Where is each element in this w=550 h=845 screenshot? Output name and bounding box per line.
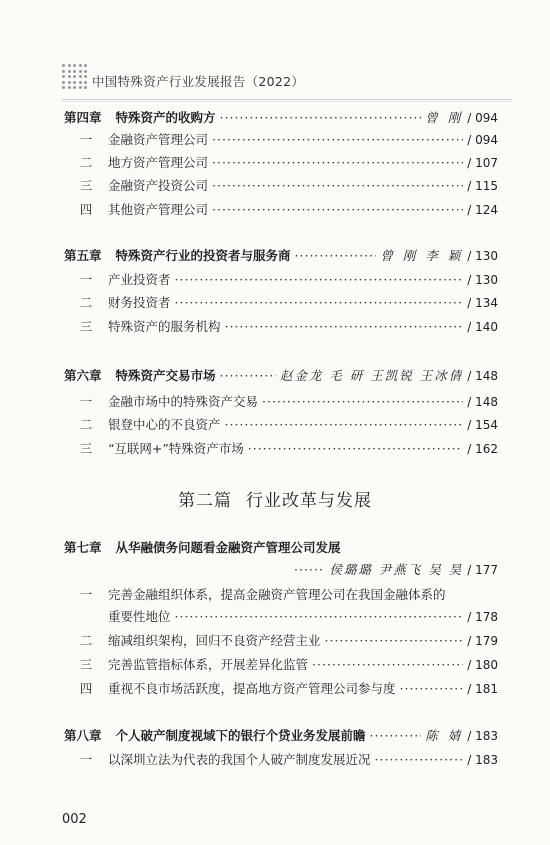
toc-section-continued[interactable] bbox=[64, 607, 498, 627]
toc-chapter-4[interactable] bbox=[64, 108, 498, 128]
header-rule bbox=[62, 99, 512, 100]
section-title: 银登中心的不良资产 bbox=[108, 417, 221, 432]
section-number: 二 bbox=[79, 155, 93, 170]
toc-chapter-7[interactable] bbox=[64, 538, 498, 558]
chapter-author: 侯璐璐 尹燕飞 吴 昊 bbox=[329, 562, 464, 577]
section-number: 三 bbox=[79, 178, 93, 193]
toc-section[interactable] bbox=[64, 415, 498, 435]
dot-leader bbox=[175, 295, 464, 310]
chapter-page: / 130 bbox=[467, 249, 498, 263]
toc-section[interactable] bbox=[64, 317, 498, 337]
section-number: 二 bbox=[79, 295, 93, 310]
toc-section[interactable] bbox=[64, 392, 498, 412]
section-page: / 124 bbox=[467, 203, 498, 217]
section-title: 重视不良市场活跃度，提高地方资产管理公司参与度 bbox=[108, 681, 396, 696]
header-rule-secondary bbox=[62, 101, 512, 102]
chapter-author: 陈 婧 bbox=[425, 728, 464, 743]
section-title: 财务投资者 bbox=[108, 295, 171, 310]
chapter-title: 从华融债务问题看金融资产管理公司发展 bbox=[115, 540, 341, 555]
toc-section[interactable] bbox=[64, 679, 498, 699]
dot-leader bbox=[225, 417, 464, 432]
dot-leader bbox=[295, 248, 377, 263]
dot-leader bbox=[220, 368, 276, 383]
section-title: 金融市场中的特殊资产交易 bbox=[108, 394, 259, 409]
dot-grid-icon bbox=[62, 64, 88, 90]
toc-chapter-7-author-line[interactable] bbox=[64, 560, 498, 580]
page-number: 002 bbox=[62, 812, 87, 827]
section-page: / 154 bbox=[467, 418, 498, 432]
section-page: / 148 bbox=[467, 395, 498, 409]
toc-chapter-8[interactable] bbox=[64, 726, 498, 746]
chapter-page: / 094 bbox=[467, 111, 498, 125]
toc-section[interactable] bbox=[64, 130, 498, 150]
dot-leader bbox=[294, 562, 325, 577]
section-number: 一 bbox=[79, 132, 93, 147]
section-title-continued: 重要性地位 bbox=[108, 609, 171, 624]
section-page: / 180 bbox=[467, 658, 498, 672]
dot-leader bbox=[212, 132, 463, 147]
toc-section[interactable] bbox=[64, 750, 498, 770]
chapter-label: 第七章 bbox=[64, 540, 102, 555]
dot-leader bbox=[220, 110, 422, 125]
dot-leader bbox=[370, 728, 422, 743]
chapter-title: 特殊资产交易市场 bbox=[115, 368, 216, 383]
section-page: / 178 bbox=[467, 610, 498, 624]
section-number: 一 bbox=[79, 587, 93, 602]
section-number: 四 bbox=[79, 202, 93, 217]
section-page: / 183 bbox=[467, 753, 498, 767]
section-title: 其他资产管理公司 bbox=[108, 202, 209, 217]
dot-leader bbox=[325, 633, 464, 648]
toc-section[interactable] bbox=[64, 585, 498, 605]
section-title: 金融资产投资公司 bbox=[108, 178, 209, 193]
chapter-page: / 148 bbox=[467, 369, 498, 383]
section-title: 特殊资产的服务机构 bbox=[108, 319, 221, 334]
dot-leader bbox=[212, 202, 463, 217]
chapter-page: / 177 bbox=[467, 563, 498, 577]
toc-chapter-5[interactable] bbox=[64, 246, 498, 266]
dot-leader bbox=[262, 394, 463, 409]
section-title: 地方资产管理公司 bbox=[108, 155, 209, 170]
dot-leader bbox=[225, 319, 464, 334]
chapter-author: 曾 刚 李 颖 bbox=[380, 248, 464, 263]
toc-section[interactable] bbox=[64, 176, 498, 196]
section-title: 完善金融组织体系，提高金融资产管理公司在我国金融体系的 bbox=[108, 587, 446, 602]
chapter-label: 第六章 bbox=[64, 368, 102, 383]
section-number: 一 bbox=[79, 752, 93, 767]
chapter-author: 赵金龙 毛 研 王凯锐 王冰倩 bbox=[279, 368, 464, 383]
toc-section[interactable] bbox=[64, 631, 498, 651]
section-page: / 134 bbox=[467, 296, 498, 310]
section-title: “互联网+”特殊资产市场 bbox=[108, 441, 244, 456]
section-page: / 130 bbox=[467, 273, 498, 287]
section-number: 三 bbox=[79, 319, 93, 334]
section-number: 二 bbox=[79, 633, 93, 648]
section-page: / 140 bbox=[467, 320, 498, 334]
part-label: 第二篇 bbox=[178, 491, 232, 511]
book-title: 中国特殊资产行业发展报告（2022） bbox=[92, 74, 305, 89]
section-number: 四 bbox=[79, 681, 93, 696]
chapter-page: / 183 bbox=[467, 729, 498, 743]
section-number: 二 bbox=[79, 417, 93, 432]
chapter-author: 曾 刚 bbox=[425, 110, 464, 125]
running-header bbox=[62, 64, 512, 94]
section-number: 三 bbox=[79, 441, 93, 456]
chapter-title: 个人破产制度视域下的银行个贷业务发展前瞻 bbox=[115, 728, 366, 743]
section-page: / 094 bbox=[467, 133, 498, 147]
section-title: 金融资产管理公司 bbox=[108, 132, 209, 147]
toc-section[interactable] bbox=[64, 200, 498, 220]
part-title: 行业改革与发展 bbox=[246, 491, 372, 511]
section-page: / 107 bbox=[467, 156, 498, 170]
toc-section[interactable] bbox=[64, 655, 498, 675]
chapter-label: 第四章 bbox=[64, 110, 102, 125]
section-page: / 181 bbox=[467, 682, 498, 696]
dot-leader bbox=[212, 155, 463, 170]
section-number: 一 bbox=[79, 272, 93, 287]
toc-chapter-6[interactable] bbox=[64, 366, 498, 386]
section-number: 一 bbox=[79, 394, 93, 409]
toc-section[interactable] bbox=[64, 439, 498, 459]
dot-leader bbox=[248, 441, 463, 456]
dot-leader bbox=[212, 178, 463, 193]
dot-leader bbox=[375, 752, 464, 767]
chapter-label: 第五章 bbox=[64, 248, 102, 263]
toc-section[interactable] bbox=[64, 153, 498, 173]
part-heading bbox=[0, 486, 550, 511]
chapter-label: 第八章 bbox=[64, 728, 102, 743]
toc-section[interactable] bbox=[64, 293, 498, 313]
dot-leader bbox=[175, 272, 464, 287]
dot-leader bbox=[175, 609, 464, 624]
dot-leader bbox=[400, 681, 464, 696]
chapter-title: 特殊资产的收购方 bbox=[115, 110, 216, 125]
section-page: / 179 bbox=[467, 634, 498, 648]
dot-leader bbox=[312, 657, 463, 672]
section-title: 以深圳立法为代表的我国个人破产制度发展近况 bbox=[108, 752, 371, 767]
chapter-title: 特殊资产行业的投资者与服务商 bbox=[115, 248, 291, 263]
section-title: 产业投资者 bbox=[108, 272, 171, 287]
section-page: / 115 bbox=[467, 179, 498, 193]
section-page: / 162 bbox=[467, 442, 498, 456]
toc-section[interactable] bbox=[64, 270, 498, 290]
section-title: 完善监管指标体系，开展差异化监管 bbox=[108, 657, 309, 672]
section-title: 缩减组织架构，回归不良资产经营主业 bbox=[108, 633, 321, 648]
section-number: 三 bbox=[79, 657, 93, 672]
